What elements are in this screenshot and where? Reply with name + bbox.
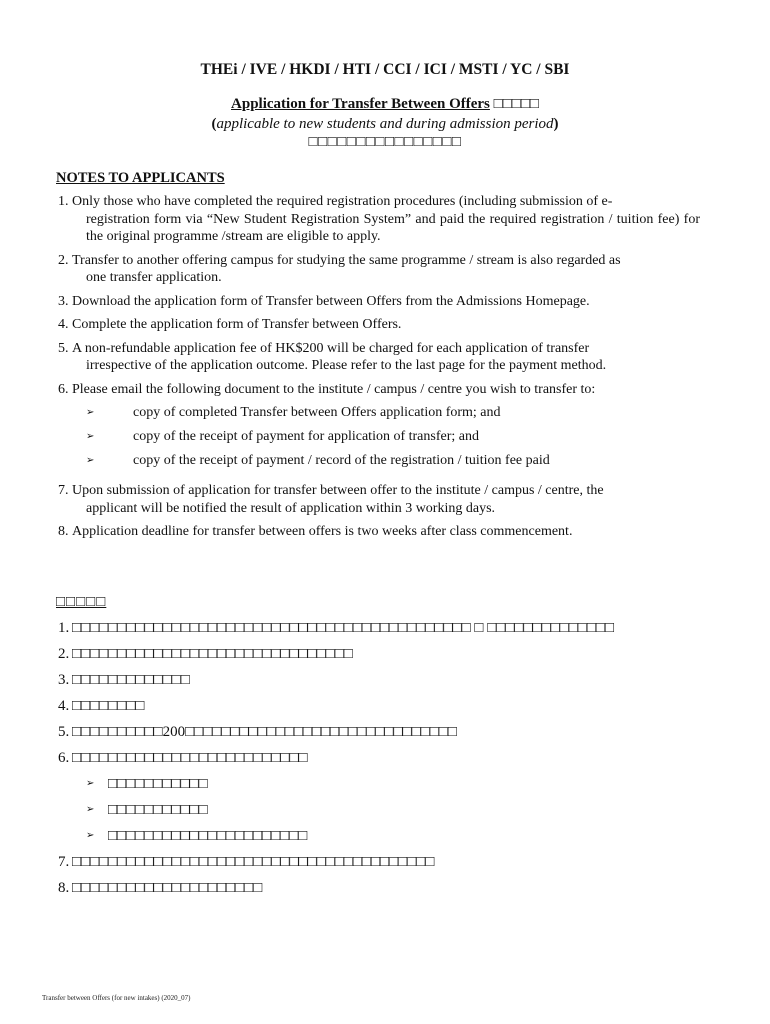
note-number: 8.	[58, 880, 70, 896]
note-number: 3.	[58, 672, 70, 688]
page-title	[0, 96, 770, 113]
notes-list-chinese	[58, 617, 718, 903]
sub-item-text: copy of completed Transfer between Offers application form; and	[133, 405, 501, 420]
note-text: Transfer to another offering campus for studying the same programme / stream is also regarded as	[72, 252, 621, 268]
subtitle-text: applicable to new students and during admission period	[216, 116, 554, 132]
note-number: 1.	[58, 620, 70, 636]
note-number: 8.	[58, 524, 69, 539]
arrow-bullet-icon: ➢	[86, 431, 95, 442]
list-item	[58, 825, 718, 851]
zh-sub-item-text: □□□□□□□□□□□□□□□□□□□□□□	[108, 828, 308, 844]
institutes-heading: THEi / IVE / HKDI / HTI / CCI / ICI / MSTI / YC / SBI	[200, 61, 570, 78]
note-text: Upon submission of application for transfer between offer to the institute / campus / centre, the	[72, 483, 604, 498]
note-item-1	[58, 193, 700, 246]
zh-note-text: □□□□□□□□□□□□□□□□□□□□□	[72, 880, 263, 896]
zh-note-text: □□□□□□□□□□□□□□□□□□□□□□□□□□□□□□□□□□□□□□□□	[72, 854, 435, 870]
notes-heading-chinese: □□□□□	[56, 594, 107, 610]
note-text-cont: registration form via “New Student Registration System” and paid the required registration / tuition fee) for the original programme /stream are eligible to apply.	[86, 211, 700, 244]
list-item	[58, 773, 718, 799]
note-text-cont: applicant will be notified the result of application within 3 working days.	[86, 500, 496, 516]
subtitle-close-paren: )	[553, 116, 559, 132]
zh-note-text: □□□□□□□□□□□□□□□□□□□□□□□□□□	[72, 750, 308, 766]
note-item-6	[58, 381, 700, 399]
zh-sub-item-text: □□□□□□□□□□□	[108, 776, 208, 792]
note-item-5	[58, 340, 700, 375]
footer-version: Transfer between Offers (for new intakes) (2020_07)	[42, 994, 191, 1002]
zh-note-item-3	[58, 669, 718, 695]
note-number: 7.	[58, 854, 70, 870]
note-number: 4.	[58, 317, 69, 332]
note-text: Download the application form of Transfer between Offers from the Admissions Homepage.	[72, 293, 590, 309]
zh-note-item-7	[58, 851, 718, 877]
note-number: 1.	[58, 194, 69, 209]
subtitle-open-paren: (	[211, 116, 217, 132]
note-text-cont: one transfer application.	[86, 270, 222, 285]
note-number: 3.	[58, 293, 69, 309]
note-text-cont: irrespective of the application outcome. Please refer to the last page for the payment method.	[86, 358, 607, 373]
arrow-bullet-icon: ➢	[86, 455, 95, 466]
notes-list-english	[58, 193, 700, 547]
subtitle	[0, 116, 770, 133]
arrow-bullet-icon: ➢	[86, 830, 95, 841]
zh-note-item-1	[58, 617, 718, 643]
note-text: A non-refundable application fee of HK$200 will be charged for each application of transfer	[72, 340, 590, 356]
note-number: 2.	[58, 252, 69, 268]
note-text: Application deadline for transfer between offers is two weeks after class commencement.	[72, 524, 573, 539]
zh-note-text: □□□□□□□□□□□□□□□□□□□□□□□□□□□□□□□	[72, 646, 353, 662]
note-number: 7.	[58, 483, 69, 498]
zh-note-text: □□□□□□□□	[72, 698, 145, 714]
note-number: 2.	[58, 646, 70, 662]
note-number: 5.	[58, 724, 70, 740]
notes-heading: NOTES TO APPLICANTS	[56, 170, 225, 186]
note-text: Complete the application form of Transfer between Offers.	[72, 317, 402, 332]
note-number: 6.	[58, 381, 69, 397]
arrow-bullet-icon: ➢	[86, 407, 95, 418]
zh-note-item-5	[58, 721, 718, 747]
note-item-2	[58, 252, 700, 287]
zh-note-text: □□□□□□□□□□200□□□□□□□□□□□□□□□□□□□□□□□□□□□□□□	[72, 724, 457, 740]
list-item	[58, 428, 700, 452]
note-item-3	[58, 293, 700, 311]
zh-sub-item-text: □□□□□□□□□□□	[108, 802, 208, 818]
note-item-8	[58, 523, 700, 541]
note-text: Only those who have completed the required registration procedures (including submission of e-	[72, 194, 613, 209]
note-item-7	[58, 482, 700, 517]
zh-note-item-6	[58, 747, 718, 773]
zh-note-item-8	[58, 877, 718, 903]
list-item	[58, 404, 700, 428]
sub-item-text: copy of the receipt of payment for application of transfer; and	[133, 429, 479, 444]
note-number: 5.	[58, 340, 69, 356]
zh-note-item-2	[58, 643, 718, 669]
list-item	[58, 452, 700, 476]
sub-item-text: copy of the receipt of payment / record of the registration / tuition fee paid	[133, 453, 550, 468]
note-text: Please email the following document to the institute / campus / centre you wish to transfer to:	[72, 381, 596, 397]
note-6-sublist	[58, 404, 700, 476]
arrow-bullet-icon: ➢	[86, 804, 95, 815]
title-english: Application for Transfer Between Offers	[231, 96, 490, 112]
title-chinese: □□□□□	[493, 96, 539, 112]
zh-note-item-4	[58, 695, 718, 721]
subtitle-chinese: □□□□□□□□□□□□□□□□	[308, 134, 462, 150]
arrow-bullet-icon: ➢	[86, 778, 95, 789]
note-number: 4.	[58, 698, 70, 714]
list-item	[58, 799, 718, 825]
note-number: 6.	[58, 750, 70, 766]
note-item-4	[58, 316, 700, 334]
zh-note-text: □□□□□□□□□□□□□	[72, 672, 190, 688]
zh-note-text: □□□□□□□□□□□□□□□□□□□□□□□□□□□□□□□□□□□□□□□□□□□□ □ □□□□□□□□□□□□□□	[72, 620, 615, 636]
